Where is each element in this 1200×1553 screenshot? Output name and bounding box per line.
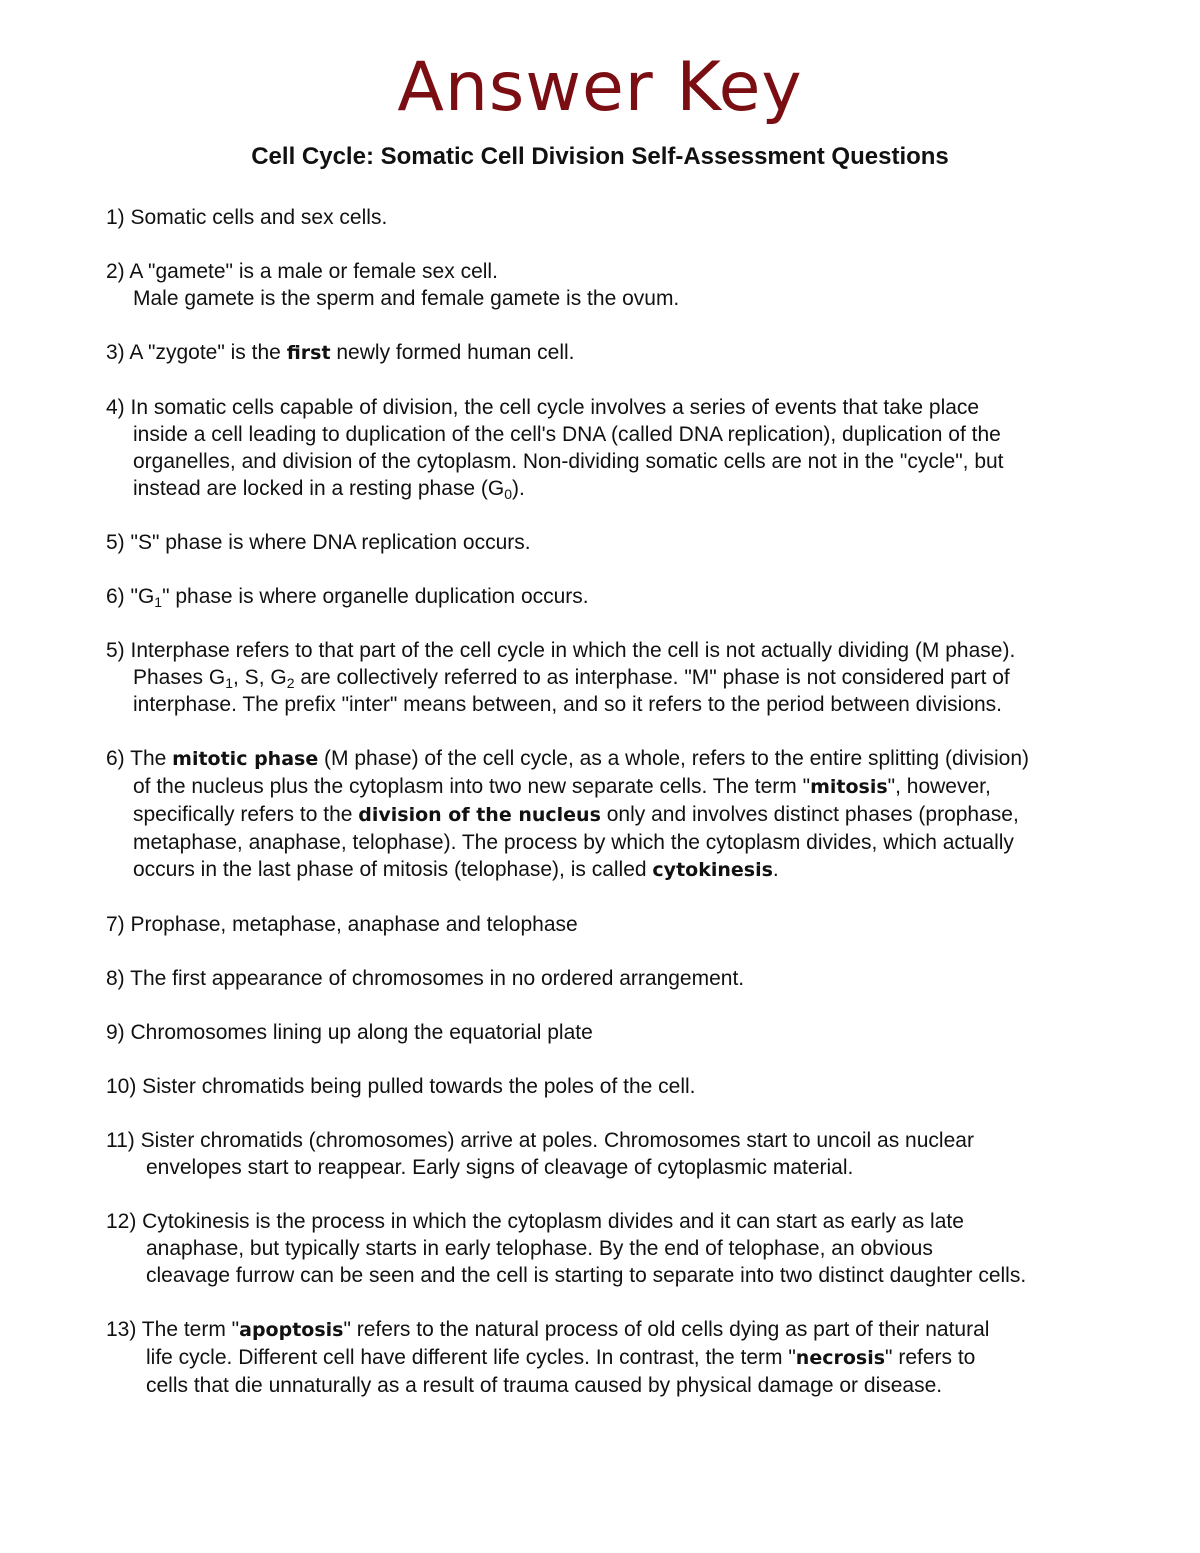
bold-term: division of the nucleus xyxy=(358,804,601,826)
answer-text: " phase is where organelle duplication occurs. xyxy=(162,585,589,608)
answer-line: 5) Interphase refers to that part of the cell cycle in which the cell is not actually dividing (M phase). xyxy=(106,639,1016,662)
answer-text: 13) The term " xyxy=(106,1318,240,1341)
answer-text: of the nucleus plus the cytoplasm into two new separate cells. The term " xyxy=(133,775,811,798)
answer-line xyxy=(106,583,1166,610)
answer-6 xyxy=(106,583,1166,610)
page-subtitle: Cell Cycle: Somatic Cell Division Self-Assessment Questions xyxy=(251,143,949,170)
answer-9 xyxy=(106,1019,1166,1046)
answer-2 xyxy=(106,258,1166,312)
answer-text: are collectively referred to as interphase. "M" phase is not considered part of xyxy=(294,666,1010,689)
answer-text: instead are locked in a resting phase (G xyxy=(133,477,505,500)
answer-text: (M phase) of the cell cycle, as a whole, refers to the entire splitting (division) xyxy=(318,747,1030,770)
page-title: Answer Key xyxy=(397,48,803,127)
answer-line xyxy=(106,856,1166,884)
answer-line: inside a cell leading to duplication of the cell's DNA (called DNA replication), duplication of the xyxy=(133,423,1001,446)
answer-text: specifically refers to the xyxy=(133,803,359,826)
answer-line xyxy=(106,1316,1166,1344)
answer-line xyxy=(106,1344,1166,1372)
bold-term: necrosis xyxy=(795,1347,886,1369)
bold-term: first xyxy=(286,342,331,364)
answer-text: life cycle. Different cell have different life cycles. In contrast, the term " xyxy=(146,1346,796,1369)
answer-13 xyxy=(106,1316,1166,1399)
answer-5 xyxy=(106,529,1166,556)
answer-3 xyxy=(106,339,1166,367)
answer-line: envelopes start to reappear. Early signs of cleavage of cytoplasmic material. xyxy=(146,1156,854,1179)
answer-text: 6) "G xyxy=(106,585,155,608)
answer-5-interphase xyxy=(106,637,1166,718)
bold-term: apoptosis xyxy=(239,1319,344,1341)
answer-line xyxy=(106,475,1166,502)
answer-line: 7) Prophase, metaphase, anaphase and telophase xyxy=(106,913,578,936)
answer-text: " refers to xyxy=(885,1346,976,1369)
answer-line: 9) Chromosomes lining up along the equatorial plate xyxy=(106,1021,593,1044)
answer-line xyxy=(106,801,1166,829)
answer-line: 11) Sister chromatids (chromosomes) arrive at poles. Chromosomes start to uncoil as nuclear xyxy=(106,1129,974,1152)
answer-line xyxy=(106,664,1166,691)
answer-line: 1) Somatic cells and sex cells. xyxy=(106,206,388,229)
answer-10 xyxy=(106,1073,1166,1100)
subscript: 1 xyxy=(154,594,163,610)
answer-text: , S, G xyxy=(233,666,287,689)
subscript: 0 xyxy=(504,486,513,502)
answer-text: " refers to the natural process of old cells dying as part of their natural xyxy=(343,1318,990,1341)
answer-line: 2) A "gamete" is a male or female sex cell. xyxy=(106,260,498,283)
answer-line: organelles, and division of the cytoplasm. Non-dividing somatic cells are not in the "cycle", but xyxy=(133,450,1004,473)
answer-line: 4) In somatic cells capable of division, the cell cycle involves a series of events that take place xyxy=(106,396,980,419)
answer-line: Male gamete is the sperm and female gamete is the ovum. xyxy=(133,287,680,310)
answer-1 xyxy=(106,204,1166,231)
bold-term: cytokinesis xyxy=(652,859,773,881)
answer-text: ", however, xyxy=(887,775,991,798)
answer-line: anaphase, but typically starts in early telophase. By the end of telophase, an obvious xyxy=(146,1237,933,1260)
answer-line xyxy=(106,773,1166,801)
answer-text: . xyxy=(772,858,779,881)
answer-text: Phases G xyxy=(133,666,226,689)
answer-line: 12) Cytokinesis is the process in which the cytoplasm divides and it can start as early as late xyxy=(106,1210,964,1233)
subscript: 1 xyxy=(225,675,234,691)
answer-list xyxy=(106,204,1166,1426)
answer-line: metaphase, anaphase, telophase). The process by which the cytoplasm divides, which actually xyxy=(133,831,1014,854)
answer-11 xyxy=(106,1127,1166,1181)
answer-line xyxy=(106,339,1166,367)
answer-text: occurs in the last phase of mitosis (telophase), is called xyxy=(133,858,653,881)
answer-line: 10) Sister chromatids being pulled towards the poles of the cell. xyxy=(106,1075,696,1098)
bold-term: mitotic phase xyxy=(172,748,319,770)
answer-line: cells that die unnaturally as a result of trauma caused by physical damage or disease. xyxy=(146,1374,943,1397)
answer-6-mitotic-phase xyxy=(106,745,1166,884)
subscript: 2 xyxy=(286,675,295,691)
answer-line: cleavage furrow can be seen and the cell is starting to separate into two distinct daughter cells. xyxy=(146,1264,1027,1287)
answer-text: newly formed human cell. xyxy=(330,341,575,364)
answer-text: 6) The xyxy=(106,747,173,770)
answer-line: interphase. The prefix "inter" means between, and so it refers to the period between divisions. xyxy=(133,693,1003,716)
answer-text: ). xyxy=(512,477,525,500)
answer-4 xyxy=(106,394,1166,502)
answer-text: 3) A "zygote" is the xyxy=(106,341,287,364)
answer-line xyxy=(106,745,1166,773)
answer-8 xyxy=(106,965,1166,992)
answer-7 xyxy=(106,911,1166,938)
answer-12 xyxy=(106,1208,1166,1289)
answer-line: 8) The first appearance of chromosomes in no ordered arrangement. xyxy=(106,967,745,990)
answer-text: only and involves distinct phases (prophase, xyxy=(600,803,1019,826)
answer-line: 5) "S" phase is where DNA replication occurs. xyxy=(106,531,531,554)
bold-term: mitosis xyxy=(810,776,888,798)
